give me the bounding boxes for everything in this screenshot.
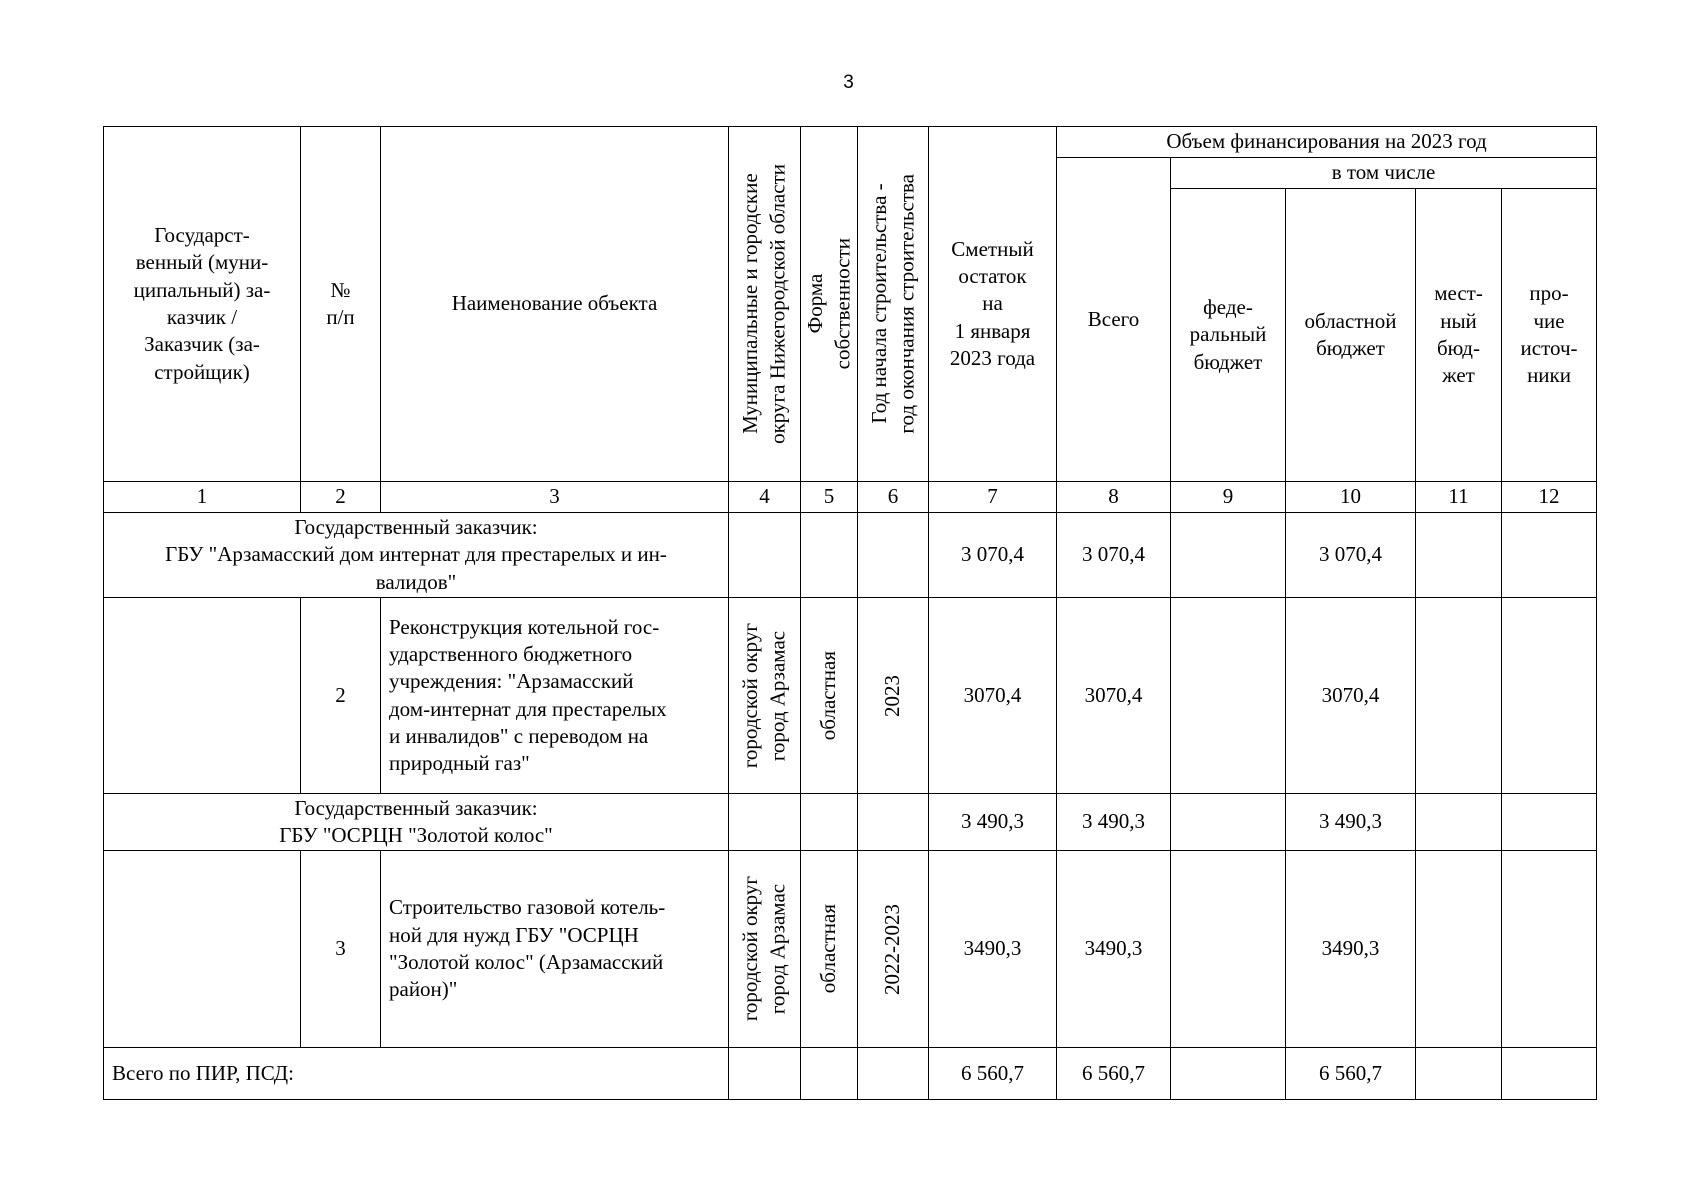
- years-text: 2022-2023: [880, 903, 905, 995]
- cell-num: 2: [301, 598, 381, 794]
- column-number: 8: [1057, 482, 1171, 513]
- column-number: 4: [729, 482, 801, 513]
- project-row: [104, 598, 1597, 794]
- cell-regional: 3 490,3: [1286, 794, 1416, 851]
- header-years-text: Год начала строительства - год окончания строительства: [866, 174, 918, 434]
- header-ownership: [801, 127, 858, 482]
- cell-municipality: [729, 851, 801, 1048]
- cell-ownership: [801, 851, 858, 1048]
- cell-object-name: Строительство газовой котель- ной для нужд ГБУ "ОСРЦН "Золотой колос" (Арзамасский район)": [381, 851, 729, 1048]
- cell-municipality: [729, 513, 801, 598]
- cell-local: [1416, 794, 1502, 851]
- header-municipality: [729, 127, 801, 482]
- column-number: 9: [1171, 482, 1286, 513]
- cell-federal: [1171, 851, 1286, 1048]
- cell-total: 3490,3: [1057, 851, 1171, 1048]
- header-financing-group: Объем финансирования на 2023 год: [1057, 127, 1597, 158]
- cell-total: 3 490,3: [1057, 794, 1171, 851]
- cell-federal: [1171, 513, 1286, 598]
- cell-years: [858, 1048, 929, 1100]
- cell-local: [1416, 513, 1502, 598]
- cell-ownership: [801, 794, 858, 851]
- header-num: № п/п: [301, 127, 381, 482]
- cell-years: [858, 794, 929, 851]
- cell-other: [1502, 1048, 1597, 1100]
- header-including: в том числе: [1171, 158, 1597, 189]
- header-ownership-text: Форма собственности: [802, 238, 854, 370]
- cell-customer: [104, 851, 301, 1048]
- cell-customer: [104, 598, 301, 794]
- grand-total-label: Всего по ПИР, ПСД:: [104, 1048, 729, 1100]
- header-customer: Государст- венный (муни- ципальный) за- казчик / Заказчик (за- стройщик): [104, 127, 301, 482]
- cell-years: [858, 513, 929, 598]
- cell-regional: 3490,3: [1286, 851, 1416, 1048]
- cell-municipality: [729, 1048, 801, 1100]
- cell-years: [858, 851, 929, 1048]
- ownership-text: областная: [816, 904, 841, 994]
- years-text: 2023: [880, 674, 905, 717]
- column-number: 10: [1286, 482, 1416, 513]
- cell-municipality: [729, 598, 801, 794]
- page-number: 3: [843, 72, 854, 93]
- customer-row: [104, 513, 1597, 598]
- column-number: 12: [1502, 482, 1597, 513]
- header-years: [858, 127, 929, 482]
- cell-estimate: 6 560,7: [929, 1048, 1057, 1100]
- header-total: Всего: [1057, 158, 1171, 482]
- cell-estimate: 3 490,3: [929, 794, 1057, 851]
- grand-total-row: [104, 1048, 1597, 1100]
- cell-years: [858, 598, 929, 794]
- cell-other: [1502, 794, 1597, 851]
- customer-row: [104, 794, 1597, 851]
- cell-object-name: Реконструкция котельной гос- ударственного бюджетного учреждения: "Арзамасский дом-интернат для престарелых и инвалидов" с переводом на природный газ": [381, 598, 729, 794]
- column-number: 11: [1416, 482, 1502, 513]
- cell-local: [1416, 851, 1502, 1048]
- column-number: 3: [381, 482, 729, 513]
- cell-municipality: [729, 794, 801, 851]
- header-object-name: Наименование объекта: [381, 127, 729, 482]
- column-number: 5: [801, 482, 858, 513]
- municipality-text: городской округ город Арзамас: [738, 622, 790, 769]
- customer-label: Государственный заказчик: ГБУ "Арзамасский дом интернат для престарелых и ин- валидов": [104, 513, 729, 598]
- header-other: про- чие источ- ники: [1502, 189, 1597, 482]
- cell-ownership: [801, 1048, 858, 1100]
- cell-regional: 3070,4: [1286, 598, 1416, 794]
- project-row: [104, 851, 1597, 1048]
- cell-estimate: 3070,4: [929, 598, 1057, 794]
- column-number: 6: [858, 482, 929, 513]
- header-estimate: Сметный остаток на 1 января 2023 года: [929, 127, 1057, 482]
- cell-ownership: [801, 598, 858, 794]
- column-number: 7: [929, 482, 1057, 513]
- cell-regional: 3 070,4: [1286, 513, 1416, 598]
- cell-federal: [1171, 1048, 1286, 1100]
- municipality-text: городской округ город Арзамас: [738, 876, 790, 1022]
- header-federal: феде- ральный бюджет: [1171, 189, 1286, 482]
- cell-other: [1502, 513, 1597, 598]
- header-municipality-text: Муниципальные и городские округа Нижегородской области: [738, 164, 790, 444]
- ownership-text: областная: [816, 650, 841, 741]
- cell-total: 3070,4: [1057, 598, 1171, 794]
- column-number: 2: [301, 482, 381, 513]
- cell-ownership: [801, 513, 858, 598]
- financing-table: [103, 126, 1597, 1100]
- column-numbers-row: [104, 482, 1597, 513]
- cell-num: 3: [301, 851, 381, 1048]
- cell-federal: [1171, 794, 1286, 851]
- header-local: мест- ный бюд- жет: [1416, 189, 1502, 482]
- cell-other: [1502, 851, 1597, 1048]
- cell-regional: 6 560,7: [1286, 1048, 1416, 1100]
- cell-local: [1416, 1048, 1502, 1100]
- cell-other: [1502, 598, 1597, 794]
- header-regional: областной бюджет: [1286, 189, 1416, 482]
- cell-total: 3 070,4: [1057, 513, 1171, 598]
- cell-estimate: 3 070,4: [929, 513, 1057, 598]
- cell-local: [1416, 598, 1502, 794]
- customer-label: Государственный заказчик: ГБУ "ОСРЦН "Золотой колос": [104, 794, 729, 851]
- cell-federal: [1171, 598, 1286, 794]
- cell-total: 6 560,7: [1057, 1048, 1171, 1100]
- cell-estimate: 3490,3: [929, 851, 1057, 1048]
- column-number: 1: [104, 482, 301, 513]
